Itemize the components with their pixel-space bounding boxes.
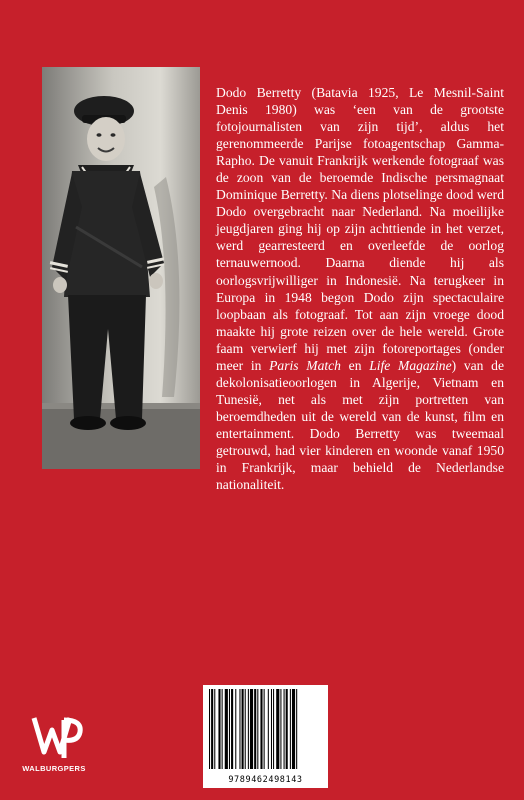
barcode-bar [264,689,265,769]
author-biography [216,84,504,493]
isbn-barcode [203,685,328,788]
magazine-title-paris-match: Paris Match [269,357,341,373]
barcode-bar [218,689,220,769]
biography-paragraph [216,84,504,493]
barcode-bar [248,689,249,769]
barcode-bar [260,689,262,769]
barcode-bar [284,689,285,769]
barcode-bar [276,689,279,769]
barcode-bar [271,689,272,769]
biography-text-and: en [340,357,370,373]
publisher-name: WALBURGPERS [22,764,86,773]
magazine-title-life: Life Magazine [369,357,452,373]
barcode-bar [280,689,281,769]
barcode-bars [207,689,324,769]
publisher-logo [14,712,106,778]
barcode-bar [245,689,246,769]
barcode-bar [235,689,236,769]
barcode-bar [209,689,210,769]
barcode-bar [211,689,213,769]
barcode-bar [222,689,223,769]
barcode-bar [257,689,258,769]
barcode-bar [273,689,274,769]
barcode-bar [214,689,215,769]
barcode-bar [250,689,253,769]
barcode-bar [296,689,297,769]
boy-photo-illustration [42,67,200,469]
barcode-bar [225,689,228,769]
biography-text-start: Dodo Berretty (Batavia 1925, Le Mesnil-Saint Denis 1980) was ‘een van de grootste fotojournalisten van zijn tijd’, aldus het gerenommeerde Parijse fotoagentschap Gamma-Rapho. De vanuit Frankrijk werkende fotograaf was de zoon van de beroemde Indische persmagnaat Dominique Berretty. Na diens plotselinge dood werd Dodo overgebracht naar Nederland. Na moeilijke jeugdjaren ging hij op zijn achttiende in het verzet, werd gearresteerd en overleefde de oorlog ternauwernood. Daarna diende hij als oorlogsvrijwilliger in Indonesië. Na terugkeer in Europa in 1948 begon Dodo zijn spectaculaire loopbaan als fotograaf. Tot aan zijn vroege dood maakte hij grote reizen over de hele wereld. Grote faam verwierf hij met zijn fotoreportages (onder meer in [216,85,504,373]
publisher-logo-icon [30,712,86,762]
barcode-bar [268,689,269,769]
boy-photo [42,67,200,469]
barcode-bar [292,689,295,769]
barcode-bar [254,689,256,769]
biography-text-end: ) van de dekolonisatieoorlogen in Algerije, Vietnam en Tunesië, net als met zijn portretten van beroemdheden uit de wereld van de kunst, film en entertainment. Dodo Berretty was tweemaal getrouwd, had vier kinderen en woonde vanaf 1950 in Frankrijk, maar behield de Nederlandse nationaliteit. [216,357,504,493]
barcode-bar [231,689,233,769]
barcode-bar [286,689,288,769]
barcode-bar [229,689,230,769]
isbn-digits: 9789462498143 [228,775,303,785]
barcode-bar [290,689,291,769]
barcode-bar [242,689,244,769]
barcode-bar [239,689,240,769]
